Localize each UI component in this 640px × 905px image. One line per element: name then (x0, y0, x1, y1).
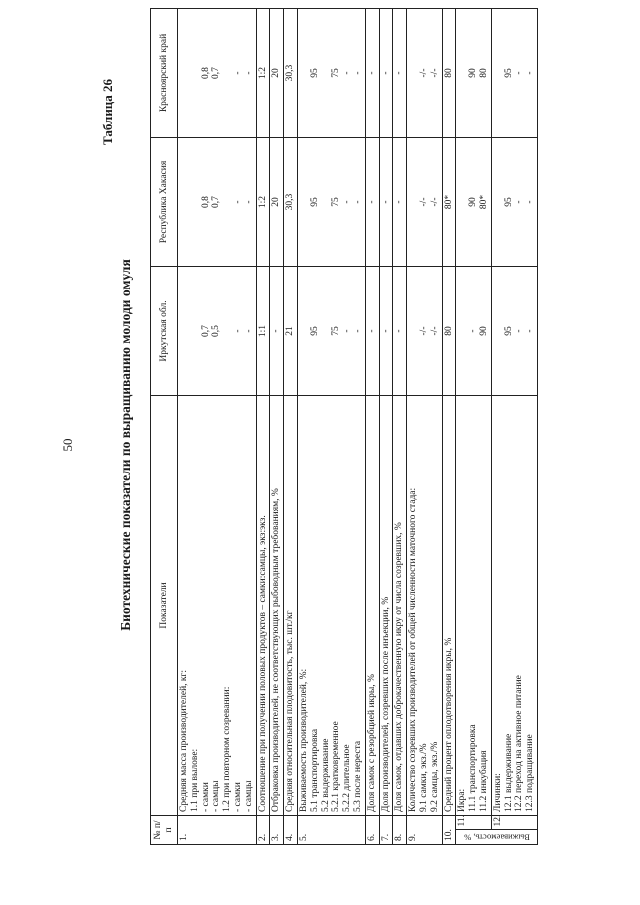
value-line: 1:2 (257, 195, 268, 209)
value-line: - (366, 200, 377, 204)
value-line: -/- (429, 326, 440, 336)
value-line: 95 (309, 197, 320, 207)
value-line (222, 12, 233, 134)
indicator-cell (256, 396, 270, 816)
indicator-cell (456, 396, 491, 816)
value-line: - (232, 71, 243, 75)
value-line: 20 (271, 68, 282, 78)
value-line (321, 12, 332, 134)
indicator-line: Средний процент оплодотворения икры, % (443, 637, 454, 812)
value-cell-region-2 (284, 138, 298, 267)
value-line (321, 270, 332, 392)
value-line (493, 141, 504, 263)
value-line (457, 12, 468, 134)
indicator-line: Соотношение при получении половых продуктов – самки:самцы, экз:экз. (257, 515, 268, 812)
indicator-cell (178, 396, 257, 816)
value-line: 80 (478, 68, 489, 78)
value-line (190, 141, 201, 263)
value-line: - (243, 200, 254, 204)
survival-side-label-text: Выживаемость, % (463, 832, 530, 843)
table-row (297, 9, 365, 845)
value-cell-region-3 (297, 9, 365, 138)
value-line: - (352, 200, 363, 204)
table-row (407, 9, 442, 845)
indicator-cell (379, 396, 393, 816)
value-line: - (514, 71, 525, 75)
indicator-line: - самцы (243, 780, 254, 812)
indicator-line: - самки (232, 782, 243, 812)
value-line: 0,8 (200, 67, 211, 79)
value-line: 95 (503, 326, 514, 336)
header-indicator: Показатели (151, 396, 178, 816)
value-line: - (468, 329, 479, 333)
indicator-cell (491, 396, 537, 816)
value-line (493, 12, 504, 134)
indicator-line: Отбраковка производителей, не соответствующих рыбоводным требованиям, % (271, 488, 282, 812)
row-number: 4. (284, 816, 298, 845)
indicator-line: 1.1 при вылове: (189, 748, 200, 812)
table-row (491, 9, 537, 845)
value-line (299, 270, 310, 392)
indicator-line: 1.2 при повторном созревании: (222, 686, 233, 812)
indicator-line: 11.1 транспортировка (468, 724, 479, 812)
value-line (190, 270, 201, 392)
indicator-line: 9.1 самки, экз./% (418, 743, 429, 812)
row-number: 3. (270, 816, 284, 845)
value-cell-region-3 (256, 9, 270, 138)
indicator-line: Икра: (457, 788, 468, 812)
value-line: 75 (331, 197, 342, 207)
value-line: - (380, 71, 391, 75)
value-cell-region-2 (270, 138, 284, 267)
table-row (178, 9, 257, 845)
survival-side-label (456, 830, 538, 845)
indicator-line: 9.2 самцы, экз./% (429, 741, 440, 812)
value-line: 30,3 (285, 193, 296, 211)
indicator-line: - самцы (211, 780, 222, 812)
indicator-line: Средняя относительная плодовитость, тыс. шт./кг (285, 610, 296, 812)
header-region-khakassia: Республика Хакасия (151, 138, 178, 267)
value-line: -/- (418, 68, 429, 78)
value-line: 95 (503, 68, 514, 78)
value-line (408, 141, 419, 263)
value-line: - (243, 329, 254, 333)
indicator-cell (297, 396, 365, 816)
value-line (408, 12, 419, 134)
value-cell-region-2 (456, 138, 491, 267)
value-cell-region-1 (297, 267, 365, 396)
value-cell-region-1 (178, 267, 257, 396)
indicator-line: 12.2 переход на активное питание (514, 675, 525, 812)
value-line: 80 (443, 68, 454, 78)
value-line: 75 (331, 326, 342, 336)
indicator-cell (270, 396, 284, 816)
value-line: 95 (309, 68, 320, 78)
value-line: - (342, 71, 353, 75)
value-line (457, 270, 468, 392)
value-line: - (342, 329, 353, 333)
value-cell-region-3 (178, 9, 257, 138)
biotech-table (150, 8, 538, 845)
header-no: № п/п (151, 816, 178, 845)
value-cell-region-1 (379, 267, 393, 396)
value-line: 90 (468, 68, 479, 78)
value-line (179, 141, 190, 263)
value-line: - (394, 71, 405, 75)
value-line: - (514, 200, 525, 204)
value-line: - (243, 71, 254, 75)
value-line (222, 270, 233, 392)
value-line: 30,3 (285, 64, 296, 82)
value-line (190, 12, 201, 134)
indicator-cell (284, 396, 298, 816)
row-number: 8. (393, 816, 407, 845)
value-line (299, 12, 310, 134)
value-line (222, 141, 233, 263)
indicator-line: - самки (200, 782, 211, 812)
value-line: - (514, 329, 525, 333)
value-line: 90 (468, 197, 479, 207)
value-line: -/- (429, 197, 440, 207)
value-cell-region-1 (284, 267, 298, 396)
value-line: 95 (309, 326, 320, 336)
value-line: 0,8 (200, 196, 211, 208)
value-cell-region-2 (379, 138, 393, 267)
value-line: 0,5 (211, 325, 222, 337)
value-cell-region-3 (365, 9, 379, 138)
value-cell-region-1 (491, 267, 537, 396)
value-cell-region-2 (393, 138, 407, 267)
value-cell-region-2 (297, 138, 365, 267)
value-cell-region-1 (442, 267, 456, 396)
indicator-cell (407, 396, 442, 816)
header-region-irkutsk: Иркутская обл. (151, 267, 178, 396)
value-cell-region-1 (256, 267, 270, 396)
value-line (299, 141, 310, 263)
table-label: Таблица 26 (100, 78, 115, 145)
indicator-line: 5.2.2 длительное (342, 744, 353, 812)
value-line (321, 141, 332, 263)
value-line: - (366, 329, 377, 333)
value-line: 1:1 (257, 324, 268, 338)
value-cell-region-1 (270, 267, 284, 396)
value-line: - (394, 200, 405, 204)
table-row (393, 9, 407, 845)
value-line (493, 270, 504, 392)
indicator-cell (442, 396, 456, 816)
value-line: 0,7 (200, 325, 211, 337)
value-cell-region-2 (365, 138, 379, 267)
value-line: - (352, 71, 363, 75)
indicator-line: 5.2.1 кратковременное (331, 721, 342, 812)
indicator-line: 5.1 транспортировка (309, 728, 320, 812)
indicator-line: 12.3 подращивание (525, 734, 536, 812)
value-line: 1:2 (257, 66, 268, 80)
value-line (179, 270, 190, 392)
value-line (408, 270, 419, 392)
table-row (379, 9, 393, 845)
value-line: -/- (418, 197, 429, 207)
indicator-cell (393, 396, 407, 816)
value-line: 0,7 (211, 67, 222, 79)
value-cell-region-1 (456, 267, 491, 396)
value-line: 20 (271, 197, 282, 207)
indicator-line: Количество созревших производителей от общей численности маточного стада: (408, 487, 419, 812)
value-line: 21 (285, 326, 296, 336)
indicator-line: 5.3 после нереста (352, 740, 363, 812)
value-line: 80* (478, 194, 489, 210)
row-number: 5. (297, 816, 365, 845)
value-cell-region-1 (365, 267, 379, 396)
value-line: - (380, 200, 391, 204)
value-line: - (525, 329, 536, 333)
value-cell-region-2 (442, 138, 456, 267)
table-row (284, 9, 298, 845)
value-line: - (232, 200, 243, 204)
indicator-line: Выживаемость производителей, %: (298, 668, 309, 812)
value-cell-region-2 (178, 138, 257, 267)
indicator-line: Доля самок, отдавших доброкачественную икру от числа созревших, % (394, 522, 405, 812)
indicator-line: Доля производителей, созревших после инъекции, % (380, 596, 391, 812)
row-number: 1. (178, 816, 257, 845)
value-line: 95 (503, 197, 514, 207)
value-line: - (380, 329, 391, 333)
value-line: 80 (443, 326, 454, 336)
row-number: 6. (365, 816, 379, 845)
value-line (457, 141, 468, 263)
indicator-line: Личинки: (492, 773, 503, 812)
table-row (365, 9, 379, 845)
row-number: 7. (379, 816, 393, 845)
value-line: - (366, 71, 377, 75)
value-cell-region-1 (407, 267, 442, 396)
indicator-line: Доля самок с резорбцией икры, % (366, 674, 377, 812)
row-number: 10. (442, 816, 456, 845)
value-cell-region-3 (284, 9, 298, 138)
row-number: 2. (256, 816, 270, 845)
value-cell-region-3 (456, 9, 491, 138)
value-cell-region-3 (491, 9, 537, 138)
value-line: - (394, 329, 405, 333)
indicator-line: Средняя масса производителей, кг: (179, 669, 189, 812)
value-line (179, 12, 190, 134)
header-row (151, 9, 178, 845)
value-line: 0,7 (211, 196, 222, 208)
value-line: - (232, 329, 243, 333)
value-cell-region-3 (270, 9, 284, 138)
row-number: 12. (491, 816, 537, 831)
table-row (442, 9, 456, 845)
indicator-line: 11.2 инкубация (478, 750, 489, 812)
header-region-krasnoyarsk: Красноярский край (151, 9, 178, 138)
indicator-line: 12.1 выдерживание (503, 733, 514, 812)
row-number: 9. (407, 816, 442, 845)
value-cell-region-3 (393, 9, 407, 138)
value-line: -/- (418, 326, 429, 336)
value-cell-region-2 (407, 138, 442, 267)
value-line: - (342, 200, 353, 204)
page-number: 50 (60, 438, 75, 452)
value-line: - (525, 200, 536, 204)
value-cell-region-3 (442, 9, 456, 138)
row-number: 11. (456, 816, 491, 831)
value-cell-region-3 (379, 9, 393, 138)
table-row (270, 9, 284, 845)
value-line: 90 (478, 326, 489, 336)
table-row (456, 9, 491, 845)
value-line: -/- (429, 68, 440, 78)
value-line: - (352, 329, 363, 333)
value-cell-region-2 (256, 138, 270, 267)
value-line: - (525, 71, 536, 75)
table-title: Биотехнические показатели по выращиванию молоди омуля (118, 259, 133, 631)
value-line: - (271, 329, 282, 333)
value-cell-region-1 (393, 267, 407, 396)
table-body (178, 9, 538, 845)
indicator-cell (365, 396, 379, 816)
value-cell-region-2 (491, 138, 537, 267)
indicator-line: 5.2 выдерживание (320, 738, 331, 812)
value-cell-region-3 (407, 9, 442, 138)
value-line: 80* (443, 194, 454, 210)
value-line: 75 (331, 68, 342, 78)
table-row (256, 9, 270, 845)
